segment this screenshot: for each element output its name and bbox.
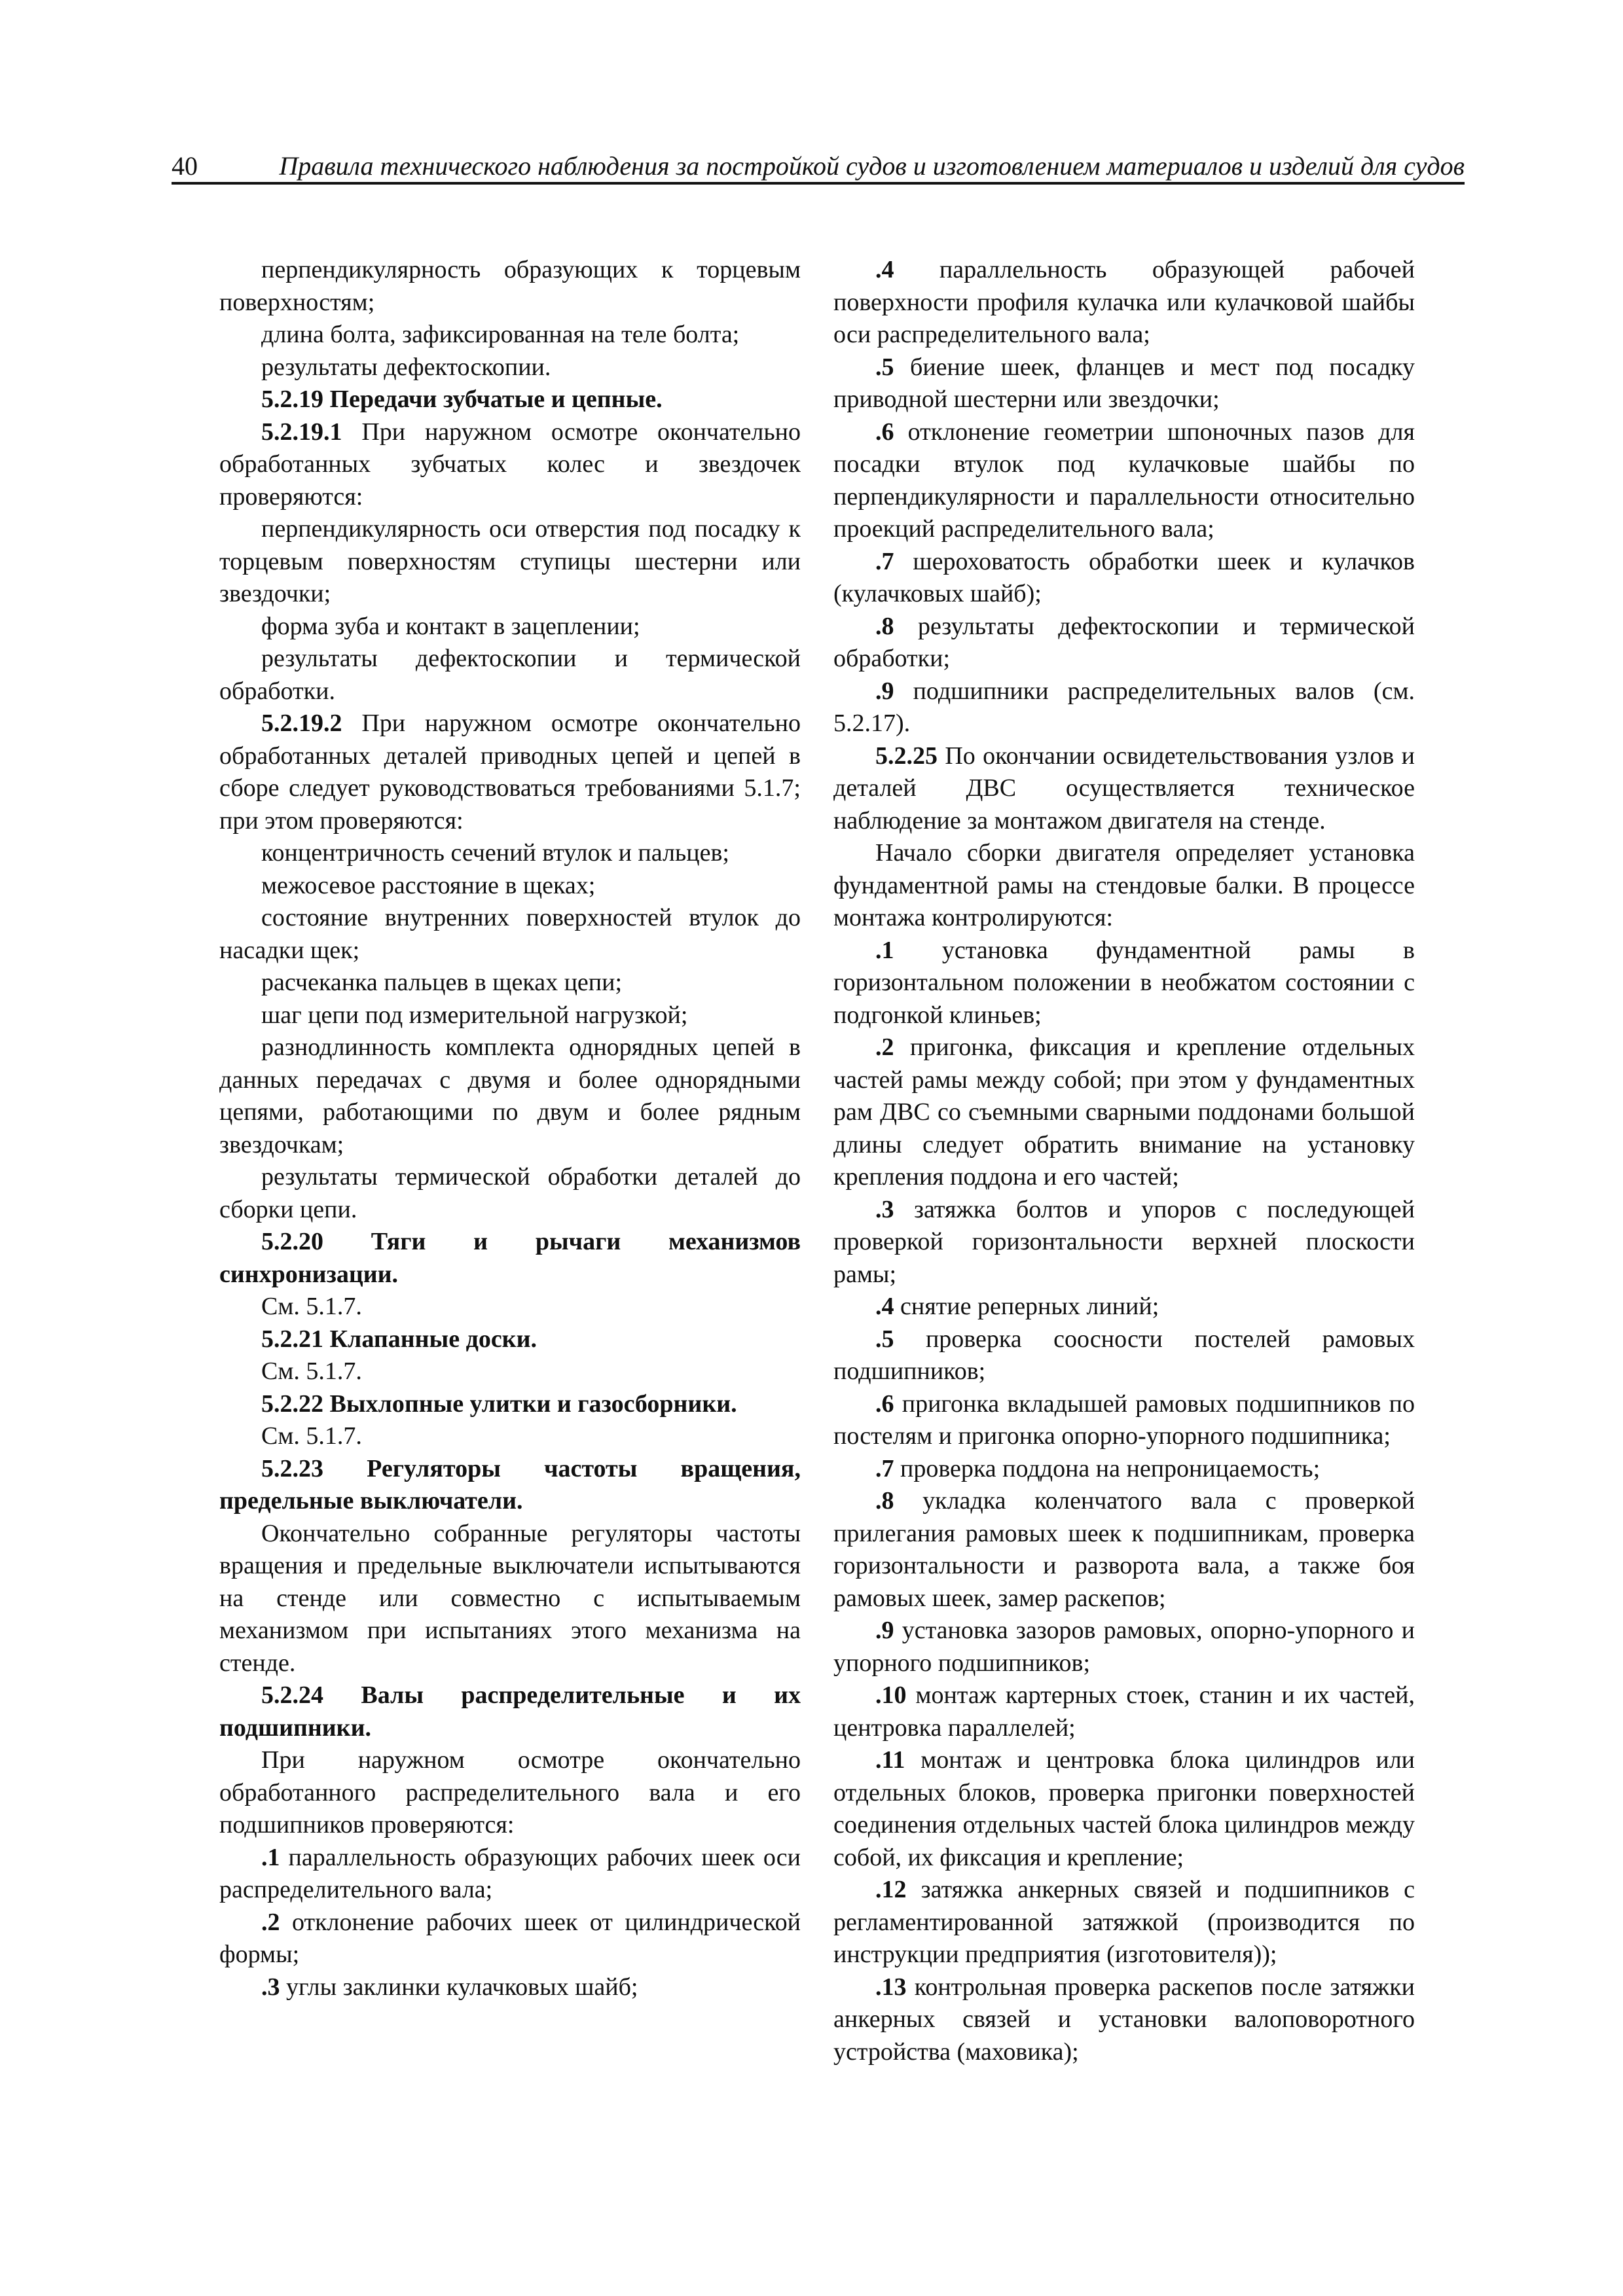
- clause-number: 5.2.25: [875, 742, 938, 770]
- item-text: контрольная проверка раскепов после затяжки анкерных связей и установки валоповоротного устройства (маховика);: [833, 1973, 1415, 2066]
- item-number: .2: [261, 1908, 280, 1936]
- paragraph: форма зуба и контакт в зацеплении;: [261, 612, 640, 640]
- list-item: [833, 1615, 1415, 1679]
- item-text: пригонка, фиксация и крепление отдельных частей рамы между собой; при этом у фундаментных рам ДВС со съемными сварными поддонами большой длины следует обратить внимание на установку крепления поддона и его частей;: [833, 1033, 1415, 1191]
- item-text: укладка коленчатого вала с проверкой прилегания рамовых шеек к подшипникам, проверка горизонтальности и разворота вала, а также боя рамовых шеек, замер раскепов;: [833, 1487, 1415, 1612]
- item-text: затяжка болтов и упоров с последующей проверкой горизонтальности верхней плоскости рамы;: [833, 1195, 1415, 1288]
- page-header: [172, 143, 1465, 185]
- clause-text: При наружном осмотре окончательно обработанных зубчатых колес и звездочек проверяются:: [219, 418, 801, 511]
- right-column: [833, 254, 1415, 2068]
- item-number: .3: [875, 1195, 894, 1223]
- clause-5-2-19-2: [219, 708, 801, 837]
- item-text: параллельность образующей рабочей поверхности профиля кулачка или кулачковой шайбы оси распределительного вала;: [833, 256, 1415, 348]
- list-item: [833, 1323, 1415, 1388]
- list-item: [833, 1679, 1415, 1744]
- paragraph: шаг цепи под измерительной нагрузкой;: [261, 1001, 688, 1029]
- clause-text: При наружном осмотре окончательно обработанных деталей приводных цепей и цепей в сборе следует руководствоваться требованиями 5.1.7; при этом проверяются:: [219, 709, 801, 834]
- item-number: .9: [875, 1617, 894, 1644]
- item-number: .4: [875, 256, 894, 283]
- paragraph: перпендикулярность оси отверстия под посадку к торцевым поверхностям ступицы шестерни или звездочки;: [219, 515, 801, 607]
- item-number: .6: [875, 418, 894, 446]
- item-text: отклонение рабочих шеек от цилиндрической формы;: [219, 1908, 801, 1968]
- list-item: [833, 254, 1415, 351]
- paragraph: разнодлинность комплекта однорядных цепей в данных передачах с двумя и более однорядными цепями, работающими по двум и более рядным звездочкам;: [219, 1033, 801, 1158]
- section-heading-5-2-21: 5.2.21 Клапанные доски.: [261, 1325, 537, 1353]
- item-text: установка зазоров рамовых, опорно-упорного и упорного подшипников;: [833, 1617, 1415, 1677]
- cross-reference: См. 5.1.7.: [261, 1422, 362, 1450]
- item-number: .13: [875, 1973, 907, 2001]
- item-number: .7: [875, 1454, 894, 1482]
- item-text: биение шеек, фланцев и мест под посадку приводной шестерни или звездочки;: [833, 353, 1415, 413]
- item-text: параллельность образующих рабочих шеек оси распределительного вала;: [219, 1843, 801, 1903]
- item-text: результаты дефектоскопии и термической обработки;: [833, 612, 1415, 672]
- item-text: снятие реперных линий;: [894, 1293, 1159, 1320]
- section-heading-5-2-20: 5.2.20 Тяги и рычаги механизмов синхронизации.: [219, 1228, 801, 1288]
- item-text: отклонение геометрии шпоночных пазов для посадки втулок под кулачковые шайбы по перпендикулярности и параллельности относительно проекций распределительного вала;: [833, 418, 1415, 543]
- paragraph: межосевое расстояние в щеках;: [261, 871, 596, 899]
- item-number: .5: [875, 1325, 894, 1353]
- item-number: .2: [875, 1033, 894, 1061]
- list-item: [833, 1744, 1415, 1874]
- paragraph: результаты дефектоскопии и термической обработки.: [219, 645, 801, 705]
- clause-number: 5.2.19.1: [261, 418, 342, 446]
- paragraph: состояние внутренних поверхностей втулок до насадки щек;: [219, 904, 801, 964]
- item-text: проверка поддона на непроницаемость;: [894, 1454, 1321, 1482]
- list-item: [833, 546, 1415, 611]
- list-item: [219, 1842, 801, 1907]
- list-item: [833, 1031, 1415, 1194]
- item-number: .5: [875, 353, 894, 381]
- list-item: [833, 351, 1415, 416]
- list-item: [833, 416, 1415, 546]
- clause-5-2-25: [833, 740, 1415, 838]
- item-text: шероховатость обработки шеек и кулачков (кулачковых шайб);: [833, 547, 1415, 607]
- page-number: 40: [172, 151, 198, 181]
- clause-text: По окончании освидетельствования узлов и деталей ДВС осуществляется техническое наблюдение за монтажом двигателя на стенде.: [833, 742, 1415, 834]
- item-text: затяжка анкерных связей и подшипников с регламентированной затяжкой (производится по инструкции предприятия (изготовителя));: [833, 1876, 1415, 1968]
- item-number: .4: [875, 1293, 894, 1320]
- list-item: [219, 1971, 801, 2004]
- item-text: пригонка вкладышей рамовых подшипников по постелям и пригонка опорно-упорного подшипника;: [833, 1390, 1415, 1450]
- list-item: [833, 675, 1415, 740]
- item-number: .1: [261, 1843, 280, 1871]
- item-number: .10: [875, 1681, 907, 1709]
- left-column: [219, 254, 801, 2003]
- list-item: [833, 1453, 1415, 1486]
- item-number: .9: [875, 677, 894, 705]
- paragraph: расчеканка пальцев в щеках цепи;: [261, 969, 623, 996]
- item-text: монтаж и центровка блока цилиндров или отдельных блоков, проверка пригонки поверхностей соединения отдельных частей блока цилиндров между собой, их фиксация и крепление;: [833, 1746, 1415, 1871]
- paragraph: длина болта, зафиксированная на теле болта;: [261, 321, 740, 348]
- item-number: .8: [875, 612, 894, 640]
- paragraph: результаты термической обработки деталей до сборки цепи.: [219, 1163, 801, 1223]
- cross-reference: См. 5.1.7.: [261, 1293, 362, 1320]
- item-number: .11: [875, 1746, 905, 1774]
- item-text: углы заклинки кулачковых шайб;: [280, 1973, 638, 2001]
- list-item: [833, 1874, 1415, 1971]
- clause-number: 5.2.19.2: [261, 709, 342, 737]
- item-text: подшипники распределительных валов (см. 5.2.17).: [833, 677, 1415, 737]
- paragraph: При наружном осмотре окончательно обработанного распределительного вала и его подшипников проверяются:: [219, 1746, 801, 1839]
- list-item: [219, 1907, 801, 1971]
- list-item: [833, 1194, 1415, 1291]
- paragraph: концентричность сечений втулок и пальцев;: [261, 839, 729, 867]
- paragraph: Окончательно собранные регуляторы частоты вращения и предельные выключатели испытываются на стенде или совместно с испытываемым механизмом при испытаниях этого механизма на стенде.: [219, 1519, 801, 1677]
- section-heading-5-2-24: 5.2.24 Валы распределительные и их подшипники.: [219, 1681, 801, 1742]
- item-number: .8: [875, 1487, 894, 1515]
- list-item: [833, 1971, 1415, 2069]
- clause-5-2-19-1: [219, 416, 801, 514]
- section-heading-5-2-23: 5.2.23 Регуляторы частоты вращения, предельные выключатели.: [219, 1454, 801, 1515]
- item-number: .12: [875, 1876, 907, 1903]
- item-number: .7: [875, 547, 894, 575]
- paragraph: Начало сборки двигателя определяет установка фундаментной рамы на стендовые балки. В процессе монтажа контролируются:: [833, 839, 1415, 931]
- cross-reference: См. 5.1.7.: [261, 1357, 362, 1385]
- item-text: проверка соосности постелей рамовых подшипников;: [833, 1325, 1415, 1385]
- section-heading-5-2-19: 5.2.19 Передачи зубчатые и цепные.: [261, 386, 663, 413]
- running-title: Правила технического наблюдения за постройкой судов и изготовлением материалов и изделий для судов: [279, 151, 1465, 181]
- item-number: .6: [875, 1390, 894, 1418]
- paragraph: перпендикулярность образующих к торцевым поверхностям;: [219, 256, 801, 316]
- paragraph: результаты дефектоскопии.: [261, 353, 551, 381]
- list-item: [833, 935, 1415, 1032]
- list-item: [833, 611, 1415, 675]
- list-item: [833, 1485, 1415, 1615]
- item-number: .3: [261, 1973, 280, 2001]
- list-item: [833, 1291, 1415, 1323]
- list-item: [833, 1388, 1415, 1453]
- item-text: монтаж картерных стоек, станин и их частей, центровка параллелей;: [833, 1681, 1415, 1742]
- item-number: .1: [875, 936, 894, 964]
- section-heading-5-2-22: 5.2.22 Выхлопные улитки и газосборники.: [261, 1390, 737, 1418]
- item-text: установка фундаментной рамы в горизонтальном положении в необжатом состоянии с подгонкой клиньев;: [833, 936, 1415, 1029]
